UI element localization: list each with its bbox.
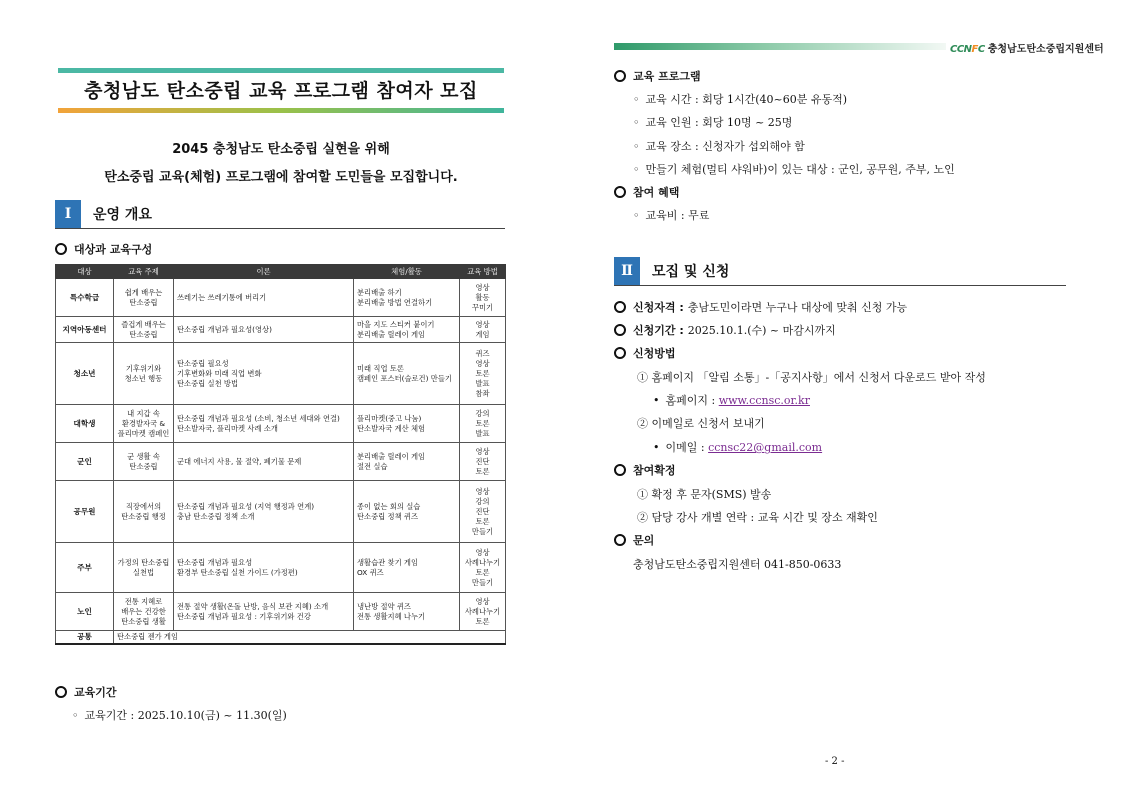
section-1-header xyxy=(55,200,505,229)
program-item: ◦ 교육 장소 : 신청자가 섭외해야 함 xyxy=(633,140,805,153)
table-header: 교육 방법 xyxy=(460,265,506,279)
row-theory: 탄소중립 개념과 필요성(영상) xyxy=(174,317,354,343)
homepage-link[interactable]: www.ccnsc.or.kr xyxy=(718,394,810,407)
inquiry-text: 충청남도탄소중립지원센터 041-850-0633 xyxy=(633,558,842,571)
page-number: - 2 - xyxy=(825,756,845,767)
program-item: ◦ 교육 시간 : 회당 1시간(40~60분 유동적) xyxy=(633,93,847,106)
row-method: 영상 활동 꾸미기 xyxy=(460,279,506,317)
email-row: • 이메일 : ccnsc22@gmail.com xyxy=(653,441,823,454)
row-theory: 전통 절약 생활(온돌 난방, 음식 보관 지혜) 소개 탄소중립 개념과 필요성 : 기후위기와 건강 xyxy=(174,593,354,631)
section-1-title: 운영 개요 xyxy=(93,207,152,223)
row-method: 영상 진단 토론 xyxy=(460,443,506,481)
row-topic: 즐겁게 배우는 탄소중립 xyxy=(114,317,174,343)
qualification-row: 신청자격 : 충남도민이라면 누구나 대상에 맞춰 신청 가능 xyxy=(614,299,907,315)
table-header: 교육 주제 xyxy=(114,265,174,279)
row-common-text: 탄소중립 젠가 게임 xyxy=(114,631,506,645)
row-topic: 전통 지혜로 배우는 건강한 탄소중립 생활 xyxy=(114,593,174,631)
subtitle-line-2: 탄소중립 교육(체험) 프로그램에 참여할 도민들을 모집합니다. xyxy=(104,170,458,185)
table-row xyxy=(56,405,506,443)
row-method: 영상 사례나누기 토론 만들기 xyxy=(460,543,506,593)
circle-bullet-icon xyxy=(614,534,626,546)
circle-bullet-icon xyxy=(614,70,626,82)
row-activity: 분리배출 릴레이 게임 절전 실습 xyxy=(354,443,460,481)
row-topic: 직장에서의 탄소중립 행정 xyxy=(114,481,174,543)
org-name: 충청남도탄소중립지원센터 xyxy=(987,44,1104,55)
subtitle-line-1: 2045 충청남도 탄소중립 실현을 위해 xyxy=(172,142,390,157)
target-heading: 대상과 교육구성 xyxy=(55,241,152,257)
email-link[interactable]: ccnsc22@gmail.com xyxy=(708,441,823,454)
title-top-bar xyxy=(58,68,504,73)
circle-bullet-icon xyxy=(614,347,626,359)
program-heading: 교육 프로그램 xyxy=(614,68,701,84)
benefit-heading: 참여 혜택 xyxy=(614,184,679,200)
row-target: 청소년 xyxy=(56,343,114,405)
row-activity: 미래 직업 토론 캠페인 포스터(슬로건) 만들기 xyxy=(354,343,460,405)
row-method: 영상 게임 xyxy=(460,317,506,343)
program-item: ◦ 교육 인원 : 회당 10명 ~ 25명 xyxy=(633,116,793,129)
row-activity: 마을 지도 스티커 붙이기 분리배출 릴레이 게임 xyxy=(354,317,460,343)
circle-bullet-icon xyxy=(614,464,626,476)
circle-bullet-icon xyxy=(614,301,626,313)
row-activity: 플리마켓(중고 나눔) 탄소발자국 계산 체험 xyxy=(354,405,460,443)
table-header: 이론 xyxy=(174,265,354,279)
circle-bullet-icon xyxy=(55,243,67,255)
method-2: ② 이메일로 신청서 보내기 xyxy=(637,417,765,430)
section-1-number: Ⅰ xyxy=(55,200,81,228)
table-row xyxy=(56,543,506,593)
row-topic: 내 지갑 속 환경발자국 & 플리마켓 캠페인 xyxy=(114,405,174,443)
inquiry-heading: 문의 xyxy=(614,532,654,548)
row-activity: 냉난방 절약 퀴즈 전통 생활지혜 나누기 xyxy=(354,593,460,631)
page-title: 충청남도 탄소중립 교육 프로그램 참여자 모집 xyxy=(84,80,478,102)
table-header-row xyxy=(56,265,506,279)
logo-mark: CCNFC xyxy=(950,44,985,55)
row-target: 군인 xyxy=(56,443,114,481)
row-method: 영상 사례나누기 토론 xyxy=(460,593,506,631)
program-table xyxy=(55,264,506,645)
table-row xyxy=(56,279,506,317)
row-theory: 탄소중립 개념과 필요성 환경부 탄소중립 실천 가이드 (가정편) xyxy=(174,543,354,593)
period-heading: 교육기간 xyxy=(55,684,117,700)
row-theory: 탄소중립 필요성 기후변화와 미래 직업 변화 탄소중립 실천 방법 xyxy=(174,343,354,405)
row-theory: 쓰레기는 쓰레기통에 버리기 xyxy=(174,279,354,317)
period-item: ◦ 교육기간 : 2025.10.10(금) ~ 11.30(일) xyxy=(72,709,287,722)
row-topic: 기후위기와 청소년 행동 xyxy=(114,343,174,405)
row-theory: 탄소중립 개념과 필요성 (소비, 청소년 세대와 연결) 탄소발자국, 플리마켓 사례 소개 xyxy=(174,405,354,443)
row-target: 특수학급 xyxy=(56,279,114,317)
table-row xyxy=(56,481,506,543)
table-row-common xyxy=(56,631,506,645)
table-header: 체험/활동 xyxy=(354,265,460,279)
method-1: ① 홈페이지 「알림 소통」-「공지사항」에서 신청서 다운로드 받아 작성 xyxy=(637,371,986,384)
row-theory: 탄소중립 개념과 필요성 (지역 행정과 연계) 충남 탄소중립 정책 소개 xyxy=(174,481,354,543)
circle-bullet-icon xyxy=(614,324,626,336)
section-2-number: Ⅱ xyxy=(614,257,640,285)
table-row xyxy=(56,443,506,481)
table-row xyxy=(56,343,506,405)
section-2-title: 모집 및 신청 xyxy=(652,264,730,280)
row-target: 공통 xyxy=(56,631,114,645)
row-target: 대학생 xyxy=(56,405,114,443)
row-method: 강의 토론 발표 xyxy=(460,405,506,443)
row-target: 노인 xyxy=(56,593,114,631)
row-theory: 군대 에너지 사용, 물 절약, 폐기물 문제 xyxy=(174,443,354,481)
circle-bullet-icon xyxy=(55,686,67,698)
row-activity: 종이 없는 회의 실습 탄소중립 정책 퀴즈 xyxy=(354,481,460,543)
confirm-1: ① 확정 후 문자(SMS) 발송 xyxy=(637,488,772,501)
row-activity: 생활습관 찾기 게임 OX 퀴즈 xyxy=(354,543,460,593)
center-logo xyxy=(950,40,1104,55)
section-2-header xyxy=(614,257,1066,286)
program-item: ◦ 만들기 체험(멀티 샤워바)이 있는 대상 : 군인, 공무원, 주부, 노인 xyxy=(633,163,955,176)
homepage-row: • 홈페이지 : www.ccnsc.or.kr xyxy=(653,394,810,407)
method-heading: 신청방법 xyxy=(614,345,676,361)
row-topic: 쉽게 배우는 탄소중립 xyxy=(114,279,174,317)
table-header: 대상 xyxy=(56,265,114,279)
circle-bullet-icon xyxy=(614,186,626,198)
row-method: 영상 강의 진단 토론 만들기 xyxy=(460,481,506,543)
header-gradient-bar xyxy=(614,43,946,50)
row-topic: 군 생활 속 탄소중립 xyxy=(114,443,174,481)
title-bottom-bar xyxy=(58,108,504,113)
table-row xyxy=(56,593,506,631)
row-target: 주부 xyxy=(56,543,114,593)
confirm-heading: 참여확정 xyxy=(614,462,676,478)
table-row xyxy=(56,317,506,343)
row-target: 공무원 xyxy=(56,481,114,543)
row-activity: 분리배출 하기 분리배출 방법 연결하기 xyxy=(354,279,460,317)
confirm-2: ② 담당 강사 개별 연락 : 교육 시간 및 장소 재확인 xyxy=(637,511,878,524)
application-period-row: 신청기간 : 2025.10.1.(수) ~ 마감시까지 xyxy=(614,322,836,338)
row-method: 퀴즈 영상 토론 발표 참좌 xyxy=(460,343,506,405)
row-target: 지역아동센터 xyxy=(56,317,114,343)
row-topic: 가정의 탄소중립 실천법 xyxy=(114,543,174,593)
benefit-item: ◦ 교육비 : 무료 xyxy=(633,209,710,222)
